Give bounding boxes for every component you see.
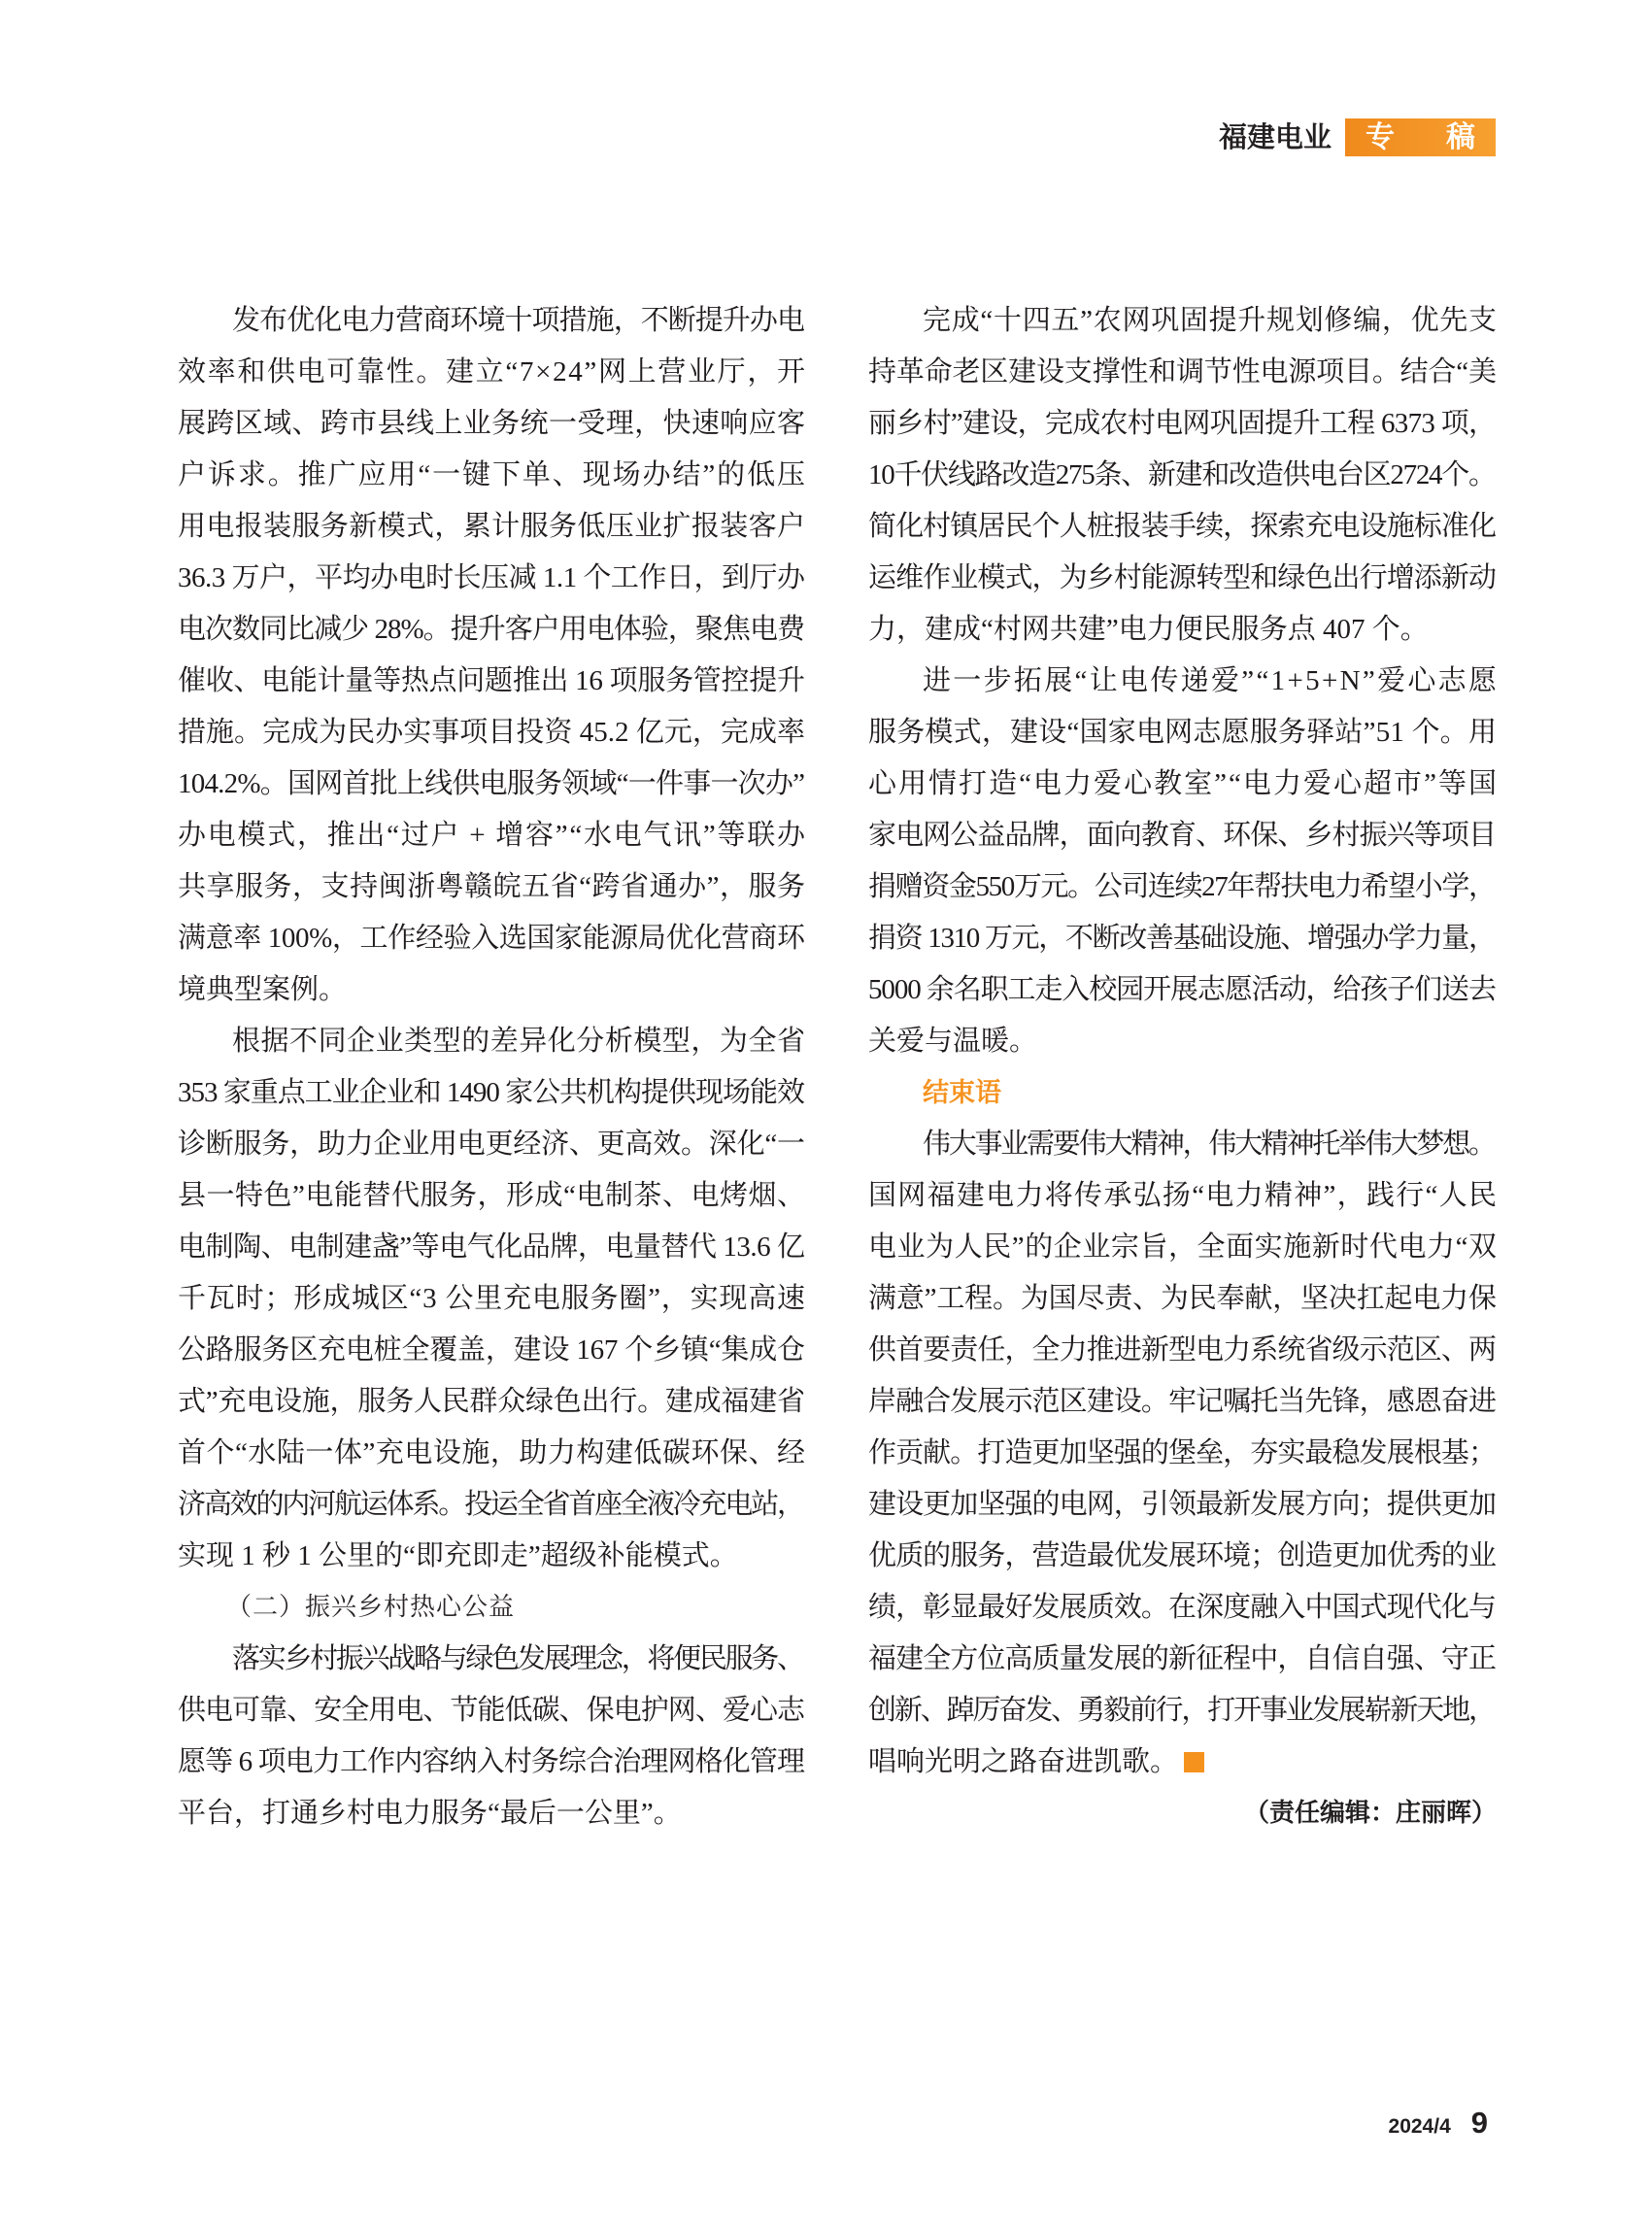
text-line: 满意”工程。为国尽责、为民奉献，坚决扛起电力保 [868, 1283, 1497, 1314]
publication-name: 福建电业 [1218, 120, 1332, 153]
editor-credit: （责任编辑：庄丽晖） [1243, 1799, 1497, 1828]
right-column [868, 295, 1500, 1839]
text-line [868, 1737, 1497, 1788]
left-column [178, 295, 805, 1839]
text-line: 催收、电能计量等热点问题推出 16 项服务管控提升 [178, 665, 805, 696]
paragraph [868, 295, 1497, 656]
closing-heading: 结束语 [923, 1078, 1001, 1108]
section-badge: 专 稿 [1345, 118, 1496, 156]
text-line: 愿等 6 项电力工作内容纳入村务综合治理网格化管理 [178, 1746, 805, 1777]
text-line: 措施。完成为民办实事项目投资 45.2 亿元，完成率 [178, 717, 806, 748]
end-mark-icon [1184, 1752, 1204, 1772]
text-line: 共享服务，支持闽浙粤赣皖五省“跨省通办”，服务 [178, 871, 806, 902]
text-line: 捐赠资金550万元。公司连续27年帮扶电力希望小学， [868, 871, 1496, 902]
text-line: 36.3 万户，平均办电时长压减 1.1 个工作日，到厅办 [178, 562, 805, 593]
text-line: 展跨区域、跨市县线上业务统一受理，快速响应客 [178, 408, 806, 439]
text-line: 建设更加坚强的电网，引领最新发展方向；提供更加 [868, 1489, 1497, 1520]
text-line: 岸融合发展示范区建设。牢记嘱托当先锋，感恩奋进 [868, 1386, 1497, 1417]
text-line: 福建全方位高质量发展的新征程中，自信自强、守正 [868, 1643, 1497, 1674]
text-line: 平台，打通乡村电力服务“最后一公里”。 [178, 1798, 682, 1829]
text-line: 绩，彰显最好发展质效。在深度融入中国式现代化与 [868, 1592, 1497, 1623]
text-line-content: 唱响光明之路奋进凯歌。 [868, 1746, 1179, 1777]
text-line: 国网福建电力将传承弘扬“电力精神”，践行“人民 [868, 1180, 1499, 1211]
text-line: 创新、踔厉奋发、勇毅前行，打开事业发展崭新天地， [868, 1695, 1495, 1726]
text-line: 完成“十四五”农网巩固提升规划修编，优先支 [923, 305, 1498, 336]
text-line: 办电模式，推出“过户 + 增容”“水电气讯”等联办 [178, 820, 807, 851]
text-line: 运维作业模式，为乡村能源转型和绿色出行增添新动 [868, 562, 1497, 593]
paragraph [178, 1634, 805, 1839]
text-line: 实现 1 秒 1 公里的“即充即走”超级补能模式。 [178, 1540, 738, 1571]
section-subheading: （二）振兴乡村热心公益 [226, 1593, 516, 1622]
text-line: 式”充电设施，服务人民群众绿色出行。建成福建省 [178, 1386, 805, 1417]
text-line: 353 家重点工业企业和 1490 家公共机构提供现场能效 [178, 1077, 804, 1108]
text-line: 落实乡村振兴战略与绿色发展理念，将便民服务、 [232, 1643, 803, 1674]
text-line: 伟大事业需要伟大精神，伟大精神托举伟大梦想。 [923, 1129, 1495, 1160]
text-line: 关爱与温暖。 [868, 1026, 1038, 1057]
text-line: 10千伏线路改造275条、新建和改造供电台区2724个。 [868, 459, 1496, 490]
text-line: 诊断服务，助力企业用电更经济、更高效。深化“一 [178, 1129, 805, 1160]
page-number: 9 [1470, 2106, 1488, 2140]
page-header [1219, 118, 1496, 156]
text-line: 服务模式，建设“国家电网志愿服务驿站”51 个。用 [868, 717, 1498, 748]
paragraph [868, 656, 1500, 1067]
text-line: 满意率 100%，工作经验入选国家能源局优化营商环 [178, 923, 805, 954]
text-line: 电业为人民”的企业宗旨，全面实施新时代电力“双 [868, 1231, 1498, 1263]
text-line: 根据不同企业类型的差异化分析模型，为全省 [232, 1026, 806, 1057]
text-line: 首个“水陆一体”充电设施，助力构建低碳环保、经 [178, 1437, 806, 1468]
text-line: 户诉求。推广应用“一键下单、现场办结”的低压 [178, 459, 807, 490]
text-line: 捐资 1310 万元，不断改善基础设施、增强办学力量， [868, 923, 1496, 954]
paragraph [868, 1119, 1497, 1788]
text-line: 供电可靠、安全用电、节能低碳、保电护网、爱心志 [178, 1695, 805, 1726]
text-line: 心用情打造“电力爱心教室”“电力爱心超市”等国 [868, 768, 1500, 799]
text-line: 用电报装服务新模式，累计服务低压业扩报装客户 [178, 511, 806, 542]
text-line: 丽乡村”建设，完成农村电网巩固提升工程 6373 项， [868, 408, 1497, 439]
text-line: 县一特色”电能替代服务，形成“电制茶、电烤烟、 [178, 1180, 806, 1211]
text-line: 电次数同比减少 28%。提升客户用电体验，聚焦电费 [178, 614, 805, 645]
text-line: 作贡献。打造更加坚强的堡垒，夯实最稳发展根基； [868, 1437, 1497, 1468]
text-line: 5000 余名职工走入校园开展志愿活动，给孩子们送去 [868, 974, 1496, 1005]
page-footer [1389, 2106, 1488, 2141]
text-line: 家电网公益品牌，面向教育、环保、乡村振兴等项目 [868, 820, 1497, 851]
text-line: 简化村镇居民个人桩报装手续，探索充电设施标准化 [868, 511, 1497, 542]
text-line: 发布优化电力营商环境十项措施，不断提升办电 [232, 305, 805, 336]
text-line: 电制陶、电制建盏”等电气化品牌，电量替代 13.6 亿 [178, 1231, 805, 1263]
text-line: 104.2%。国网首批上线供电服务领域“一件事一次办” [178, 768, 805, 799]
paragraph [178, 1016, 805, 1582]
text-line: 进一步拓展“让电传递爱”“1+5+N”爱心志愿 [923, 665, 1500, 696]
text-line: 优质的服务，营造最优发展环境；创造更加优秀的业 [868, 1540, 1497, 1571]
text-line: 持革命老区建设支撑性和调节性电源项目。结合“美 [868, 356, 1497, 388]
issue-number: 2024/4 [1388, 2115, 1451, 2138]
text-line: 千瓦时；形成城区“3 公里充电服务圈”，实现高速 [178, 1283, 806, 1314]
text-line: 济高效的内河航运体系。投运全省首座全液冷充电站， [178, 1489, 803, 1520]
paragraph [178, 295, 805, 1016]
text-line: 供首要责任，全力推进新型电力系统省级示范区、两 [868, 1334, 1497, 1366]
text-line: 公路服务区充电桩全覆盖，建设 167 个乡镇“集成仓 [178, 1334, 805, 1366]
text-line: 效率和供电可靠性。建立“7×24”网上营业厅，开 [178, 356, 807, 388]
text-line: 境典型案例。 [178, 974, 348, 1005]
text-line: 力，建成“村网共建”电力便民服务点 407 个。 [868, 614, 1429, 645]
